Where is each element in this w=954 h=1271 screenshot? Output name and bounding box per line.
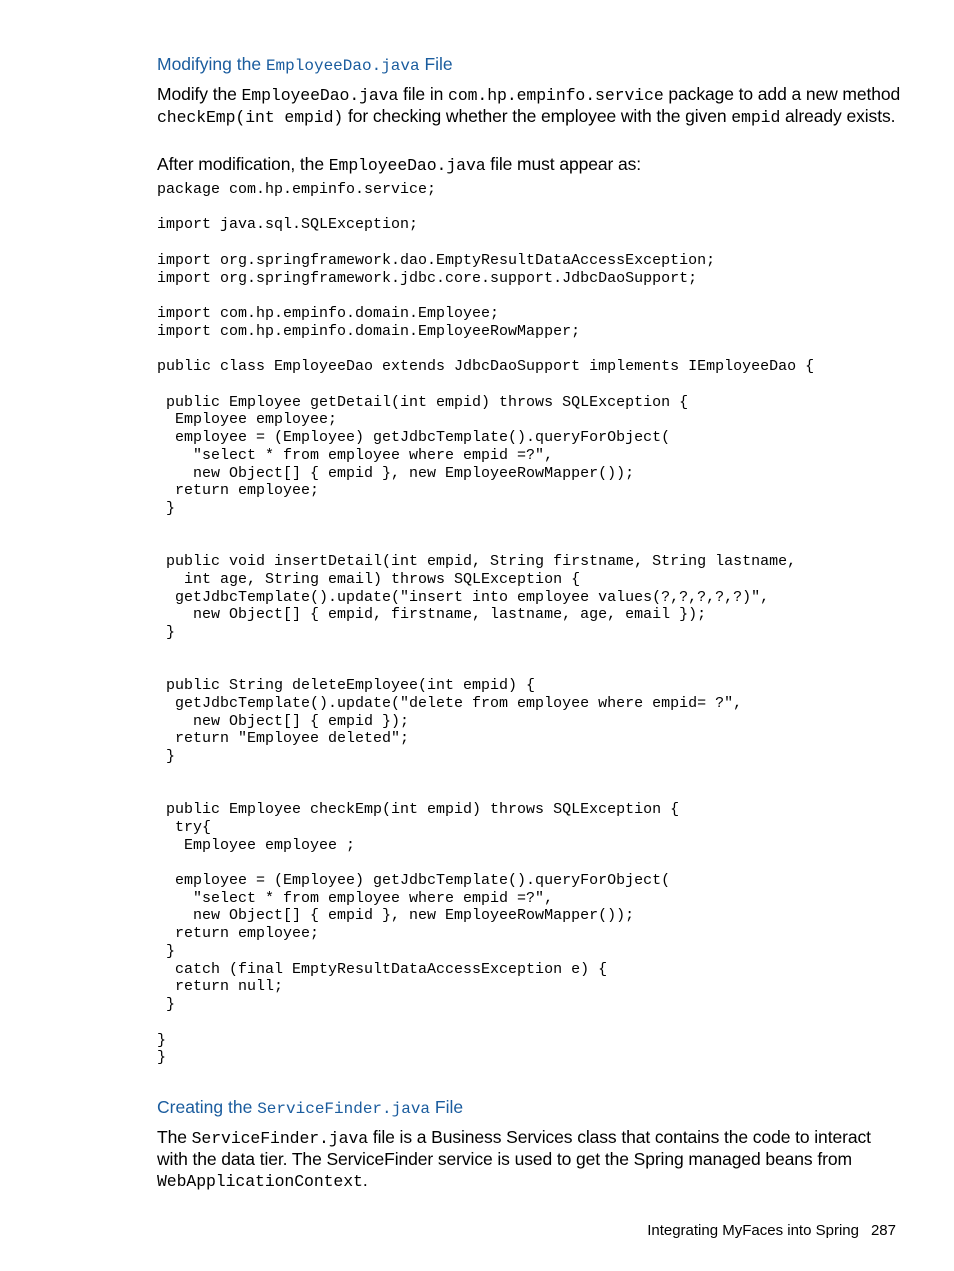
paragraph-modify-instructions <box>157 84 902 128</box>
section-heading-employeedao <box>157 54 453 75</box>
text-run: The <box>157 1127 192 1147</box>
heading-text: File <box>419 54 453 74</box>
heading-text: Modifying the <box>157 54 266 74</box>
code-inline: ServiceFinder.java <box>191 1129 369 1148</box>
text-run: package to add a new method <box>663 84 901 104</box>
code-inline: com.hp.empinfo.service <box>448 86 664 105</box>
text-run: file in <box>398 84 449 104</box>
code-inline: EmployeeDao.java <box>241 86 399 105</box>
code-inline: checkEmp(int empid) <box>157 108 344 127</box>
text-run: for checking whether the employee with the given <box>343 106 732 126</box>
heading-text: File <box>430 1097 464 1117</box>
text-run: file is a Business Services class that contains the code to interact with the data tier. The ServiceFinder service is used to get the Spring managed beans from <box>157 1127 871 1169</box>
text-run: . <box>362 1170 368 1190</box>
text-run: After modification, the <box>157 154 329 174</box>
code-inline: WebApplicationContext <box>157 1172 363 1191</box>
page-number: 287 <box>870 1222 896 1239</box>
page-footer <box>647 1222 896 1239</box>
heading-code: ServiceFinder.java <box>257 1100 431 1118</box>
text-run: file must appear as: <box>485 154 642 174</box>
code-listing-employeedao: package com.hp.empinfo.service; import java.sql.SQLException; import org.springframework.dao.EmptyResultDataAccessException; import org.springframework.jdbc.core.support.JdbcDaoSupport; import com.hp.empinfo.domain.Employee; import com.hp.empinfo.domain.EmployeeRowMapper; public class EmployeeDao extends JdbcDaoSupport implements IEmployeeDao { public Employee getDetail(int empid) throws SQLException { Employee employee; employee = (Employee) getJdbcTemplate().queryForObject( "select * from employee where empid =?", new Object[] { empid }, new EmployeeRowMapper()); return employee; } public void insertDetail(int empid, String firstname, String lastname, int age, String email) throws SQLException { getJdbcTemplate().update("insert into employee values(?,?,?,?,?)", new Object[] { empid, firstname, lastname, age, email }); } public String deleteEmployee(int empid) { getJdbcTemplate().update("delete from employee where empid= ?", new Object[] { empid }); return "Employee deleted"; } public Employee checkEmp(int empid) throws SQLException { try{ Employee employee ; employee = (Employee) getJdbcTemplate().queryForObject( "select * from employee where empid =?", new Object[] { empid }, new EmployeeRowMapper()); return employee; } catch (final EmptyResultDataAccessException e) { return null; } } } <box>157 181 815 1067</box>
text-run: already exists. <box>780 106 896 126</box>
text-run: Modify the <box>157 84 242 104</box>
paragraph-servicefinder-description <box>157 1127 902 1192</box>
code-inline: empid <box>731 108 781 127</box>
code-inline: EmployeeDao.java <box>328 156 486 175</box>
paragraph-after-modification <box>157 154 902 176</box>
heading-text: Creating the <box>157 1097 258 1117</box>
heading-code: EmployeeDao.java <box>265 57 420 75</box>
footer-title: Integrating MyFaces into Spring <box>647 1222 859 1239</box>
section-heading-servicefinder <box>157 1097 463 1118</box>
